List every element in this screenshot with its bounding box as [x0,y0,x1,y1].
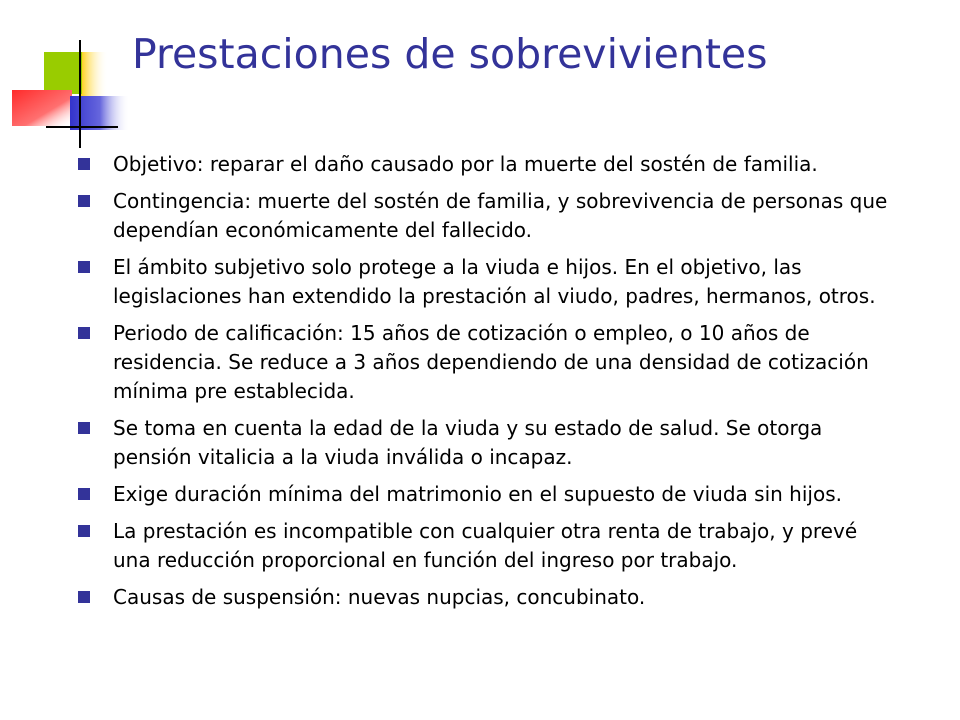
bullet-square-icon [78,591,90,603]
bullet-square-icon [78,488,90,500]
bullet-square-icon [78,327,90,339]
bullet-list [76,150,896,620]
bullet-square-icon [78,195,90,207]
bullet-square-icon [78,261,90,273]
logo-green-square [44,52,82,94]
slide-title: Prestaciones de sobrevivientes [132,30,768,78]
bullet-text: Periodo de calificación: 15 años de cotización o empleo, o 10 años de residencia. Se reduce a 3 años dependiendo de una densidad de cotización mínima pre establecida. [113,321,869,403]
bullet-square-icon [78,525,90,537]
bullet-text: La prestación es incompatible con cualquier otra renta de trabajo, y prevé una reducción proporcional en función del ingreso por trabajo. [113,519,858,572]
logo-red-square [12,90,72,126]
bullet-item [76,583,896,612]
bullet-text: Exige duración mínima del matrimonio en el supuesto de viuda sin hijos. [113,482,842,506]
bullet-item [76,517,896,575]
bullet-text: Objetivo: reparar el daño causado por la muerte del sostén de familia. [113,152,818,176]
bullet-text: Causas de suspensión: nuevas nupcias, concubinato. [113,585,646,609]
bullet-text: Se toma en cuenta la edad de la viuda y su estado de salud. Se otorga pensión vitalicia a la viuda inválida o incapaz. [113,416,823,469]
bullet-item [76,480,896,509]
bullet-item [76,319,896,406]
bullet-item [76,187,896,245]
bullet-text: Contingencia: muerte del sostén de familia, y sobrevivencia de personas que dependían económicamente del fallecido. [113,189,888,242]
slide-logo-graphic [0,0,140,150]
bullet-square-icon [78,422,90,434]
logo-yellow-square [80,52,108,96]
bullet-item [76,150,896,179]
bullet-text: El ámbito subjetivo solo protege a la viuda e hijos. En el objetivo, las legislaciones han extendido la prestación al viudo, padres, hermanos, otros. [113,255,876,308]
bullet-item [76,414,896,472]
bullet-square-icon [78,158,90,170]
bullet-item [76,253,896,311]
